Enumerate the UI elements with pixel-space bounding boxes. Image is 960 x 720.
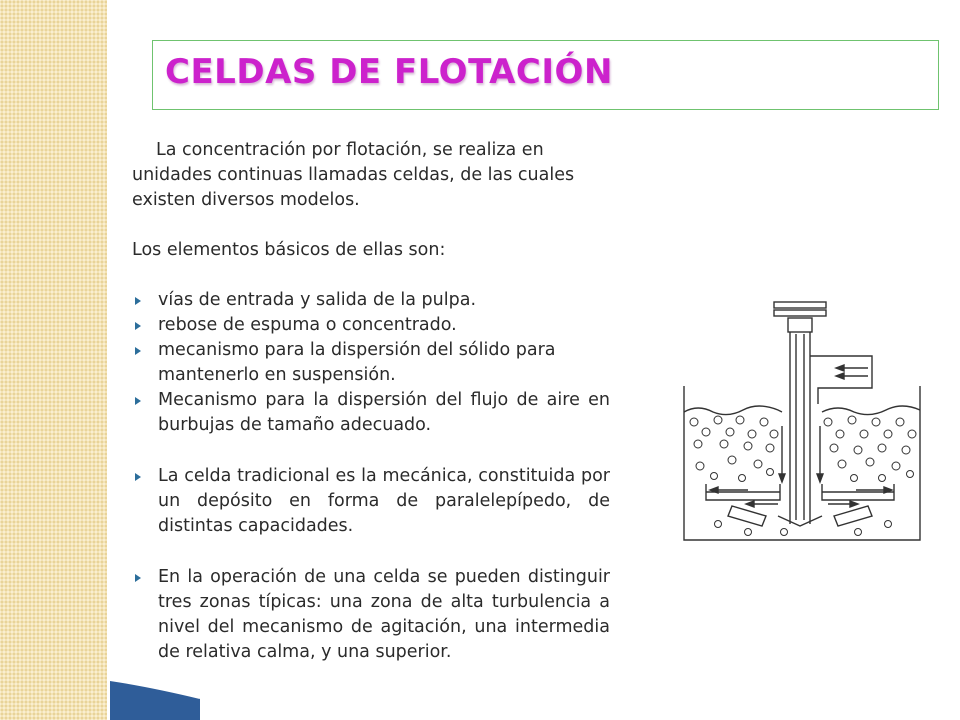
list-item: En la operación de una celda se pueden distinguir tres zonas típicas: una zona de alta turbulencia a nivel del mecanismo de agitación, una intermedia de relativa calma, y una superior. bbox=[132, 565, 610, 665]
list-item: vías de entrada y salida de la pulpa. bbox=[132, 288, 610, 313]
triangle-bullet-icon bbox=[135, 297, 141, 305]
elements-list bbox=[132, 288, 610, 665]
flotation-cell-diagram bbox=[678, 294, 928, 550]
triangle-bullet-icon bbox=[135, 322, 141, 330]
triangle-bullet-icon bbox=[135, 473, 141, 481]
slide-title: CELDAS DE FLOTACIÓN bbox=[165, 52, 613, 92]
decorative-side-band bbox=[0, 0, 107, 720]
triangle-bullet-icon bbox=[135, 574, 141, 582]
intro-paragraph: La concentración por flotación, se realiza en unidades continuas llamadas celdas, de las cuales existen diversos modelos. bbox=[132, 140, 575, 210]
elements-heading: Los elementos básicos de ellas son: bbox=[132, 240, 446, 260]
triangle-bullet-icon bbox=[135, 397, 141, 405]
list-item: rebose de espuma o concentrado. bbox=[132, 313, 610, 338]
title-box bbox=[152, 40, 939, 110]
list-item: mecanismo para la dispersión del sólido para mantenerlo en suspensión. bbox=[132, 338, 610, 388]
triangle-bullet-icon bbox=[135, 347, 141, 355]
blue-swoosh-decoration bbox=[110, 676, 200, 720]
list-item: Mecanismo para la dispersión del flujo de aire en burbujas de tamaño adecuado. bbox=[132, 388, 610, 438]
list-item: La celda tradicional es la mecánica, constituida por un depósito en forma de paralelepípedo, de distintas capacidades. bbox=[132, 464, 610, 539]
slide-body bbox=[132, 138, 610, 665]
